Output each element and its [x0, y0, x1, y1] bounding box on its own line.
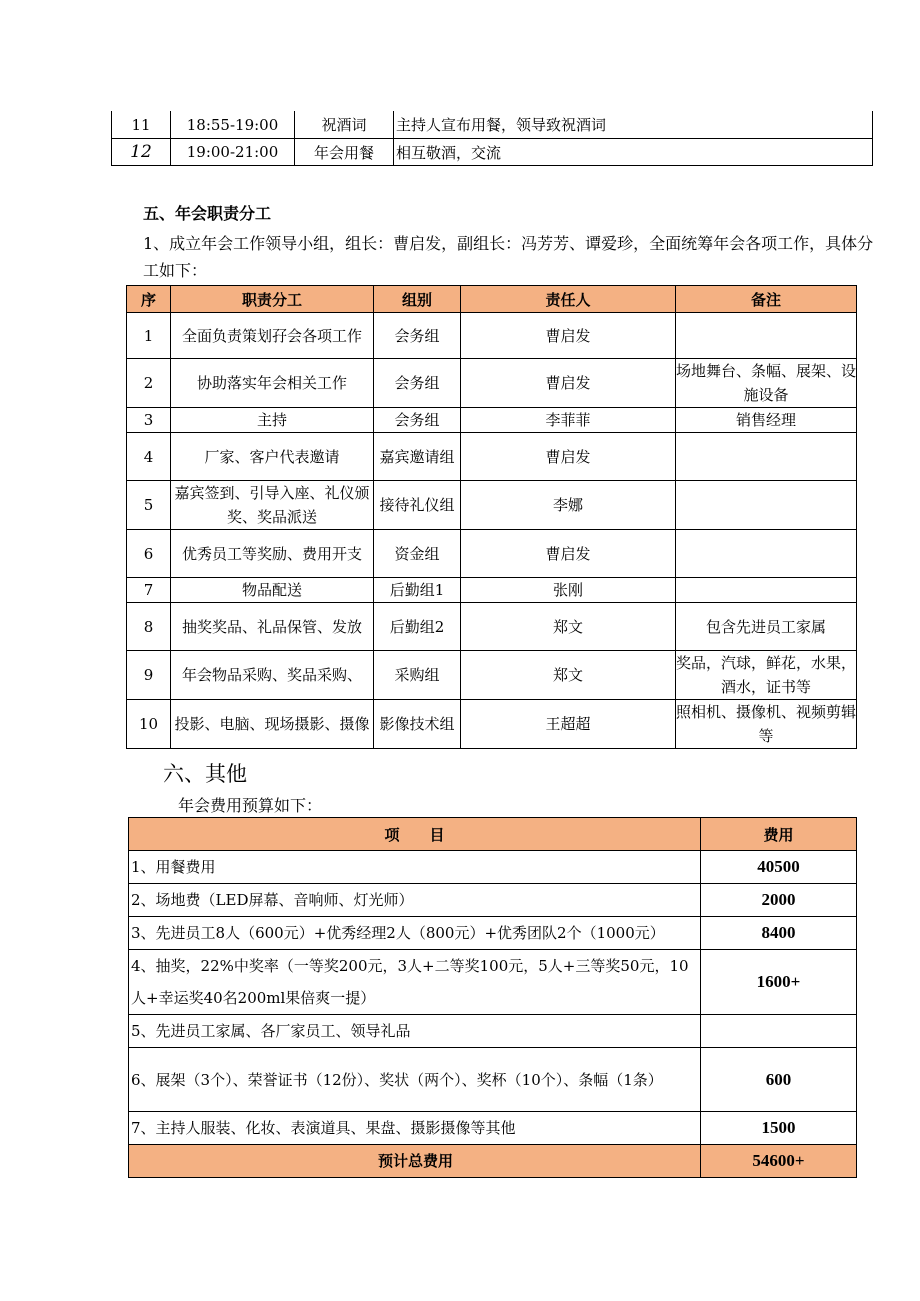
budget-amount: 8400 — [701, 917, 857, 950]
budget-amount: 40500 — [701, 851, 857, 884]
budget-item: 7、主持人服装、化妆、表演道具、果盘、摄影摄像等其他 — [129, 1112, 701, 1145]
col-header: 职责分工 — [171, 286, 374, 313]
row-group: 嘉宾邀请组 — [374, 433, 461, 481]
table-row — [127, 651, 857, 700]
table-header-row — [129, 818, 857, 851]
row-duty: 主持 — [171, 408, 374, 433]
row-note: 销售经理 — [676, 408, 857, 433]
budget-item: 5、先进员工家属、各厂家员工、领导礼品 — [129, 1015, 701, 1048]
section-heading: 六、其他 — [163, 762, 247, 786]
budget-item: 3、先进员工8人（600元）+优秀经理2人（800元）+优秀团队2个（1000元） — [129, 917, 701, 950]
row-note — [676, 433, 857, 481]
table-row — [129, 917, 857, 950]
schedule-item: 祝酒词 — [295, 111, 394, 139]
budget-item: 4、抽奖，22%中奖率（一等奖200元，3人+二等奖100元，5人+三等奖50元，10人+幸运奖40名200ml果倍爽一提） — [129, 950, 701, 1015]
table-row — [127, 578, 857, 603]
row-note — [676, 530, 857, 578]
row-person: 曹启发 — [461, 433, 676, 481]
budget-amount — [701, 1015, 857, 1048]
schedule-time: 19:00-21:00 — [171, 139, 295, 166]
row-duty: 协助落实年会相关工作 — [171, 359, 374, 408]
row-person: 王超超 — [461, 700, 676, 749]
row-no: 2 — [127, 359, 171, 408]
table-row — [129, 1112, 857, 1145]
col-header: 项 目 — [129, 818, 701, 851]
row-note: 照相机、摄像机、视频剪辑等 — [676, 700, 857, 749]
table-row — [129, 851, 857, 884]
schedule-table — [111, 111, 873, 166]
table-row — [129, 1015, 857, 1048]
row-note: 奖品，汽球，鲜花，水果，酒水，证书等 — [676, 651, 857, 700]
total-amount: 54600+ — [701, 1145, 857, 1178]
schedule-desc: 相互敬酒，交流 — [394, 139, 873, 166]
row-no: 1 — [127, 313, 171, 359]
row-person: 曹启发 — [461, 359, 676, 408]
table-row — [127, 433, 857, 481]
budget-item: 2、场地费（LED屏幕、音响师、灯光师） — [129, 884, 701, 917]
schedule-item: 年会用餐 — [295, 139, 394, 166]
table-row — [127, 313, 857, 359]
table-row — [112, 139, 873, 166]
row-person: 郑文 — [461, 603, 676, 651]
row-duty: 抽奖奖品、礼品保管、发放 — [171, 603, 374, 651]
table-row — [129, 1048, 857, 1112]
duty-table — [126, 285, 857, 749]
budget-item: 6、展架（3个）、荣誉证书（12份）、奖状（两个）、奖杯（10个）、条幅（1条） — [129, 1048, 701, 1112]
col-header: 序 — [127, 286, 171, 313]
table-row — [127, 530, 857, 578]
budget-amount: 600 — [701, 1048, 857, 1112]
table-row — [127, 481, 857, 530]
table-row — [127, 603, 857, 651]
schedule-no: 11 — [112, 111, 171, 139]
row-no: 9 — [127, 651, 171, 700]
row-note: 场地舞台、条幅、展架、设施设备 — [676, 359, 857, 408]
row-no: 10 — [127, 700, 171, 749]
row-duty: 年会物品采购、奖品采购、 — [171, 651, 374, 700]
row-no: 5 — [127, 481, 171, 530]
col-header: 责任人 — [461, 286, 676, 313]
table-row — [112, 111, 873, 139]
schedule-time: 18:55-19:00 — [171, 111, 295, 139]
table-row — [127, 359, 857, 408]
row-note — [676, 578, 857, 603]
budget-item: 1、用餐费用 — [129, 851, 701, 884]
budget-table — [128, 817, 857, 1178]
row-duty: 物品配送 — [171, 578, 374, 603]
row-duty: 嘉宾签到、引导入座、礼仪颁奖、奖品派送 — [171, 481, 374, 530]
row-person: 郑文 — [461, 651, 676, 700]
row-no: 3 — [127, 408, 171, 433]
row-group: 资金组 — [374, 530, 461, 578]
row-person: 李菲菲 — [461, 408, 676, 433]
budget-intro: 年会费用预算如下： — [178, 796, 323, 815]
row-group: 影像技术组 — [374, 700, 461, 749]
row-group: 后勤组1 — [374, 578, 461, 603]
row-duty: 厂家、客户代表邀请 — [171, 433, 374, 481]
row-no: 8 — [127, 603, 171, 651]
table-row — [127, 700, 857, 749]
row-duty: 全面负责策划孖会各项工作 — [171, 313, 374, 359]
schedule-no: 12 — [112, 139, 171, 166]
row-group: 后勤组2 — [374, 603, 461, 651]
total-label: 预计总费用 — [129, 1145, 701, 1178]
budget-amount: 1500 — [701, 1112, 857, 1145]
row-duty: 投影、电脑、现场摄影、摄像 — [171, 700, 374, 749]
row-note — [676, 313, 857, 359]
row-person: 张刚 — [461, 578, 676, 603]
budget-amount: 2000 — [701, 884, 857, 917]
table-row — [127, 408, 857, 433]
col-header: 费用 — [701, 818, 857, 851]
table-header-row — [127, 286, 857, 313]
table-row — [129, 884, 857, 917]
total-row — [129, 1145, 857, 1178]
row-note: 包含先进员工家属 — [676, 603, 857, 651]
row-person: 曹启发 — [461, 313, 676, 359]
table-row — [129, 950, 857, 1015]
col-header: 备注 — [676, 286, 857, 313]
row-no: 6 — [127, 530, 171, 578]
row-person: 曹启发 — [461, 530, 676, 578]
section-heading: 五、年会职责分工 — [143, 204, 272, 223]
row-group: 会务组 — [374, 359, 461, 408]
row-group: 接待礼仪组 — [374, 481, 461, 530]
row-group: 会务组 — [374, 408, 461, 433]
row-no: 7 — [127, 578, 171, 603]
row-no: 4 — [127, 433, 171, 481]
row-person: 李娜 — [461, 481, 676, 530]
section-paragraph: 1、成立年会工作领导小组，组长：曹启发，副组长：冯芳芳、谭爱珍，全面统筹年会各项工作，具体分工如下： — [143, 234, 874, 280]
budget-amount: 1600+ — [701, 950, 857, 1015]
row-group: 采购组 — [374, 651, 461, 700]
row-duty: 优秀员工等奖励、费用开支 — [171, 530, 374, 578]
row-group: 会务组 — [374, 313, 461, 359]
col-header: 组别 — [374, 286, 461, 313]
schedule-desc: 主持人宣布用餐，领导致祝酒词 — [394, 111, 873, 139]
row-note — [676, 481, 857, 530]
